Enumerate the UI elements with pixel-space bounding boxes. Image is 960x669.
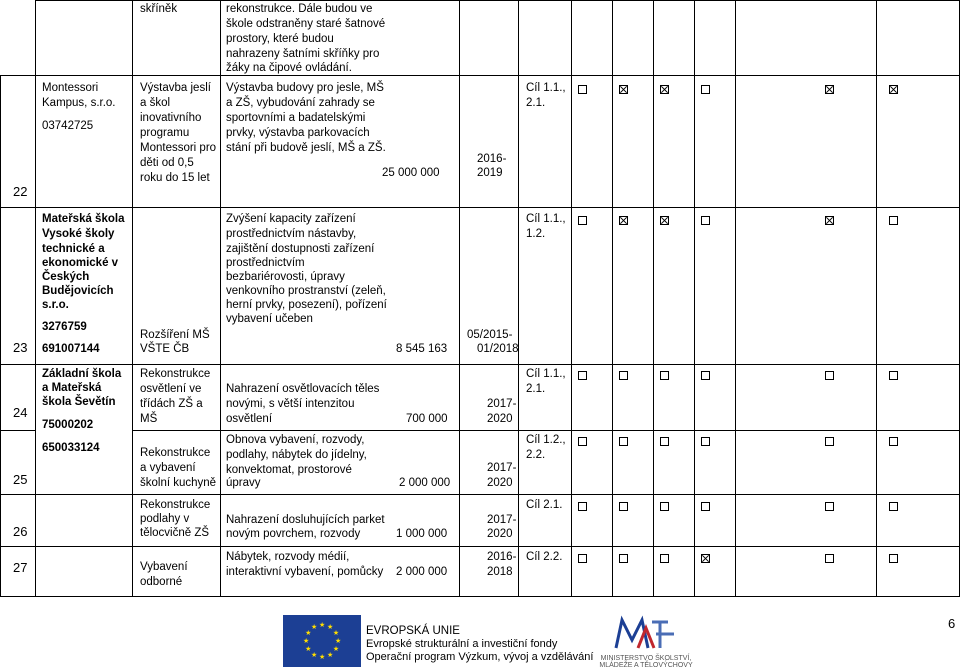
row22-goal-2: 2.1. (526, 97, 546, 109)
row24-ico: 75000202 (42, 419, 94, 431)
eu-line-1: Evropské strukturální a investiční fondy (366, 638, 558, 650)
row22-desc-1: Výstavba budovy pro jesle, MŠ (226, 82, 384, 94)
row25-project-3: školní kuchyně (140, 477, 217, 489)
row27-project-1: Vybavení (140, 561, 188, 573)
eu-star-icon: ★ (327, 624, 334, 632)
row0-desc-1: rekonstrukce. Dále budou ve (226, 3, 373, 15)
row24-org-1: Základní škola (42, 368, 122, 380)
row22-ico: 03742725 (42, 120, 94, 132)
row23-goal-2: 1.2. (526, 228, 546, 240)
r25-checkbox-3[interactable] (660, 437, 669, 446)
row22-project-2: a škol (140, 97, 171, 109)
row23-desc-4: prostřednictvím (226, 257, 305, 269)
r22-checkbox-3[interactable] (660, 85, 669, 94)
row23-desc-1: Zvýšení kapacity zařízení (226, 213, 356, 225)
r26-checkbox-1[interactable] (578, 502, 587, 511)
row22-desc-4: prvky, výstavba parkovacích (226, 127, 370, 139)
row26-years-2: 2020 (487, 528, 513, 540)
row24-years-2: 2020 (487, 413, 513, 425)
row23-org-7: s.r.o. (42, 299, 69, 311)
r27-checkbox-6[interactable] (889, 554, 898, 563)
r23-checkbox-4[interactable] (701, 216, 710, 225)
row25-project-2: a vybavení (140, 462, 196, 474)
eu-star-icon: ★ (305, 630, 312, 637)
r26-checkbox-4[interactable] (701, 502, 710, 511)
row24-project-2: osvětlení ve (140, 383, 202, 395)
row23-org-3: technické a (42, 243, 105, 255)
eu-star-icon: ★ (332, 630, 340, 637)
eu-star-icon: ★ (332, 646, 340, 653)
ministry-line-1: MINISTERSTVO ŠKOLSTVÍ, (600, 655, 692, 662)
row23-org-5: Českých (42, 271, 90, 283)
r25-checkbox-1[interactable] (578, 437, 587, 446)
eu-line-2: Operační program Výzkum, vývoj a vzdělávání (366, 651, 594, 663)
row25-goal-2: 2.2. (526, 449, 546, 461)
row24-cost: 700 000 (406, 413, 448, 425)
row22-project-3: inovativního (140, 112, 202, 124)
eu-star-icon: ★ (319, 622, 326, 629)
eu-star-icon: ★ (319, 654, 326, 661)
row24-desc-3: osvětlení (226, 413, 273, 425)
r27-checkbox-2[interactable] (619, 554, 628, 563)
r24-checkbox-1[interactable] (578, 371, 587, 380)
msmt-logo-t (652, 622, 674, 648)
ministry-line-2: MLÁDEŽE A TĚLOVÝCHOVY (599, 662, 693, 669)
row-divider (0, 494, 960, 495)
row22-years-2: 2019 (477, 167, 503, 179)
row27-cost: 2 000 000 (396, 566, 448, 578)
row25-years-2: 2020 (487, 477, 513, 489)
eu-star-icon: ★ (327, 651, 334, 659)
row25-desc-2: podlahy, nábytek do jídelny, (226, 449, 367, 461)
r23-checkbox-3[interactable] (660, 216, 669, 225)
r24-checkbox-4[interactable] (701, 371, 710, 380)
r24-checkbox-6[interactable] (889, 371, 898, 380)
row23-org-4: ekonomické v (42, 257, 119, 269)
row27-years-2: 2018 (487, 566, 513, 578)
r22-checkbox-5[interactable] (825, 85, 834, 94)
row22-project-7: roku do 15 let (140, 172, 210, 184)
r27-checkbox-5[interactable] (825, 554, 834, 563)
eu-star-icon: ★ (311, 651, 318, 659)
row22-org-2: Kampus, s.r.o. (42, 97, 116, 109)
row23-goal-1: Cíl 1.1., (526, 213, 566, 225)
row23-org-2: Vysoké školy (42, 228, 115, 240)
r24-checkbox-5[interactable] (825, 371, 834, 380)
row26-cost: 1 000 000 (396, 528, 448, 540)
row26-desc-1: Nahrazení dosluhujících parket (226, 514, 385, 526)
row24-desc-2: novými, s větší intenzitou (226, 398, 355, 410)
row25-number: 25 (13, 472, 28, 487)
row25-goal-1: Cíl 1.2., (526, 434, 566, 446)
row26-years-1: 2017- (487, 514, 517, 526)
row24-years-1: 2017- (487, 398, 517, 410)
row23-cost: 8 545 163 (396, 343, 448, 355)
row22-project-6: děti od 0,5 (140, 157, 194, 169)
row26-desc-2: novým povrchem, rozvody (226, 528, 361, 540)
row25-project-1: Rekonstrukce (140, 447, 211, 459)
row0-desc-4: nahrazeny šatními skříňky pro (226, 48, 380, 60)
row23-project-2: VŠTE ČB (140, 343, 190, 355)
r22-checkbox-1[interactable] (578, 85, 587, 94)
row24-desc-1: Nahrazení osvětlovacích těles (226, 383, 380, 395)
row27-project-2: odborné (140, 576, 183, 588)
ministry-text (588, 655, 704, 669)
row23-desc-7: herní prvky, posezení), pořízení (226, 299, 387, 311)
r26-checkbox-5[interactable] (825, 502, 834, 511)
row22-years-1: 2016- (477, 153, 507, 165)
row25-desc-4: úpravy (226, 477, 261, 489)
r22-checkbox-4[interactable] (701, 85, 710, 94)
row27-number: 27 (13, 560, 28, 575)
r25-checkbox-4[interactable] (701, 437, 710, 446)
r23-checkbox-2[interactable] (619, 216, 628, 225)
row-divider (0, 364, 960, 365)
r25-checkbox-5[interactable] (825, 437, 834, 446)
row23-years-2: 01/2018 (477, 343, 519, 355)
r23-checkbox-1[interactable] (578, 216, 587, 225)
row22-project-5: Montessori pro (140, 142, 217, 154)
row23-number: 23 (13, 340, 28, 355)
row24-izo: 650033124 (42, 442, 100, 454)
row0-desc-2: škole odstraněny staré šatnové (226, 18, 386, 30)
row24-goal-1: Cíl 1.1., (526, 368, 566, 380)
row26-project-1: Rekonstrukce (140, 499, 211, 511)
r22-checkbox-6[interactable] (889, 85, 898, 94)
r24-checkbox-3[interactable] (660, 371, 669, 380)
row26-number: 26 (13, 524, 28, 539)
eu-star-icon: ★ (311, 624, 318, 632)
row23-desc-8: vybavení učeben (226, 313, 313, 325)
row23-desc-5: bezbariérovosti, úpravy (226, 271, 345, 283)
row23-ico: 3276759 (42, 321, 87, 333)
r24-checkbox-2[interactable] (619, 371, 628, 380)
row23-project-1: Rozšíření MŠ (140, 329, 210, 341)
row24-number: 24 (13, 405, 28, 420)
row23-org-6: Budějovicích (42, 285, 114, 297)
row25-cost: 2 000 000 (399, 477, 451, 489)
row24-project-1: Rekonstrukce (140, 368, 211, 380)
row25-years-1: 2017- (487, 462, 517, 474)
row-divider (0, 596, 960, 597)
row24-project-3: třídách ZŠ a (140, 398, 203, 410)
row24-org-3: škola Ševětín (42, 396, 116, 408)
row22-project-1: Výstavba jeslí (140, 82, 211, 94)
row25-desc-1: Obnova vybavení, rozvody, (226, 434, 365, 446)
row22-desc-2: a ZŠ, vybudování zahrady se (226, 97, 375, 109)
row23-desc-3: zajištění dostupnosti zařízení (226, 243, 375, 255)
row22-project-4: programu (140, 127, 190, 139)
row0-desc-3: prostory, které budou (226, 33, 334, 45)
page-number: 6 (948, 616, 956, 631)
row-divider (0, 546, 960, 547)
row22-org-1: Montessori (42, 82, 99, 94)
eu-star-icon: ★ (305, 646, 312, 653)
r26-checkbox-2[interactable] (619, 502, 628, 511)
row24-org-2: a Mateřská (42, 382, 102, 394)
row22-desc-5: stání při budově jeslí, MŠ a ZŠ. (226, 142, 386, 154)
eu-flag-logo (283, 615, 361, 667)
r26-checkbox-3[interactable] (660, 502, 669, 511)
row25-desc-3: konvektomat, prostorové (226, 464, 352, 476)
row24-goal-2: 2.1. (526, 383, 546, 395)
r26-checkbox-6[interactable] (889, 502, 898, 511)
eu-program-text (366, 625, 593, 664)
row23-org-1: Mateřská škola (42, 213, 125, 225)
r27-checkbox-3[interactable] (660, 554, 669, 563)
r27-checkbox-1[interactable] (578, 554, 587, 563)
r25-checkbox-6[interactable] (889, 437, 898, 446)
row23-desc-2: prostřednictvím nástavby, (226, 228, 357, 240)
row22-cost: 25 000 000 (382, 167, 440, 179)
row27-desc-1: Nábytek, rozvody médií, (226, 551, 350, 563)
row26-goal-1: Cíl 2.1. (526, 499, 563, 511)
row-divider (0, 75, 960, 76)
row0-org: skříněk (140, 3, 178, 15)
row-divider (0, 207, 960, 208)
row26-project-2: podlahy v (140, 513, 190, 525)
row27-goal-1: Cíl 2.2. (526, 551, 563, 563)
row22-desc-3: sportovními a badatelskými (226, 112, 366, 124)
r27-checkbox-4[interactable] (701, 554, 710, 563)
r23-checkbox-5[interactable] (825, 216, 834, 225)
r23-checkbox-6[interactable] (889, 216, 898, 225)
row26-project-3: tělocvičně ZŠ (140, 527, 210, 539)
row23-izo: 691007144 (42, 343, 100, 355)
row27-years-1: 2016- (487, 551, 517, 563)
eu-star-icon: ★ (335, 638, 342, 645)
r25-checkbox-2[interactable] (619, 437, 628, 446)
row27-desc-2: interaktivní vybavení, pomůcky (226, 566, 384, 578)
row23-desc-6: venkovního prostranství (zeleň, (226, 285, 386, 297)
eu-title: EVROPSKÁ UNIE (366, 625, 460, 637)
r22-checkbox-2[interactable] (619, 85, 628, 94)
row23-years-1: 05/2015- (467, 329, 513, 341)
row22-goal-1: Cíl 1.1., (526, 82, 566, 94)
msmt-logo (612, 614, 684, 650)
row22-number: 22 (13, 184, 28, 199)
eu-star-icon: ★ (303, 638, 310, 645)
row24-project-4: MŠ (140, 413, 158, 425)
row0-desc-5: žáky na čipové ovládání. (226, 62, 352, 74)
